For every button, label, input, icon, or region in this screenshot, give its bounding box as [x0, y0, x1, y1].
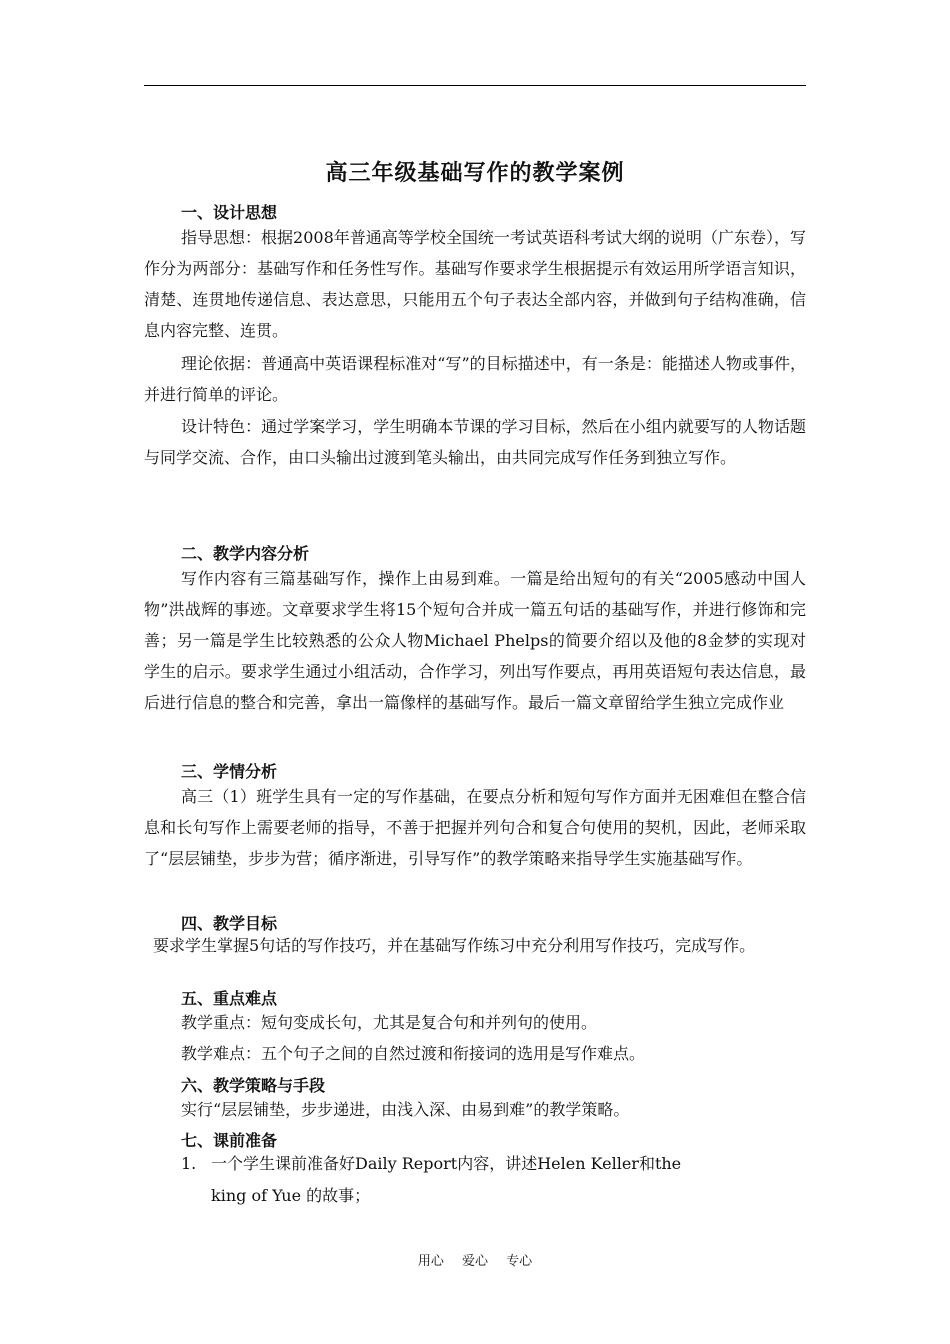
document-title: 高三年级基础写作的教学案例 [325, 161, 625, 186]
paragraph-strategy: 实行“层层铺垫，步步递进，由浅入深、由易到难”的教学策略。 [181, 1100, 630, 1119]
paragraph-design-feature: 设计特色：通过学案学习，学生明确本节课的学习目标，然后在小组内就要写的人物话题与同学交流、合作，由口头输出过渡到笔头输出，由共同完成写作任务到独立写作。 [144, 417, 806, 467]
section-heading-student-analysis: 三、学情分析 [181, 762, 278, 781]
paragraph-guiding-idea: 指导思想：根据2008年普通高等学校全国统一考试英语科考试大纲的说明（广东卷），写作分为两部分：基础写作和任务性写作。基础写作要求学生根据提示有效运用所学语言知识，清楚、连贯地传递信息、表达意思，只能用五个句子表达全部内容，并做到句子结构准确，信息内容完整、连贯。 [144, 228, 806, 340]
section-heading-objectives: 四、教学目标 [181, 914, 278, 933]
section-heading-content-analysis: 二、教学内容分析 [181, 544, 310, 563]
preparation-list [181, 1148, 806, 1212]
list-item [181, 1148, 806, 1180]
section-heading-design: 一、设计思想 [181, 203, 278, 222]
section-heading-preparation: 七、课前准备 [181, 1131, 278, 1150]
paragraph-student-analysis: 高三（1）班学生具有一定的写作基础，在要点分析和短句写作方面并无困难但在整合信息和长句写作上需要老师的指导，不善于把握并列句合和复合句使用的契机，因此，老师采取了“层层铺垫，步步为营；循序渐进，引导写作”的教学策略来指导学生实施基础写作。 [144, 787, 806, 868]
list-item-number: 1. [181, 1154, 197, 1173]
section-heading-key-points: 五、重点难点 [181, 989, 278, 1008]
list-item-line1: 一个学生课前准备好Daily Report内容，讲述Helen Keller和the [211, 1154, 682, 1173]
page-footer: 用心 爱心 专心 [417, 1254, 533, 1269]
paragraph-difficult-point: 教学难点：五个句子之间的自然过渡和衔接词的选用是写作难点。 [181, 1044, 646, 1063]
paragraph-objectives: 要求学生掌握5句话的写作技巧，并在基础写作练习中充分利用写作技巧，完成写作。 [153, 936, 756, 955]
header-rule [144, 85, 806, 86]
paragraph-theory-basis: 理论依据：普通高中英语课程标准对“写”的目标描述中，有一条是：能描述人物或事件，并进行简单的评论。 [144, 354, 806, 404]
list-item-line2: king of Yue 的故事； [211, 1186, 371, 1205]
section-heading-strategy: 六、教学策略与手段 [181, 1076, 326, 1095]
paragraph-key-point: 教学重点：短句变成长句，尤其是复合句和并列句的使用。 [181, 1013, 598, 1032]
paragraph-content-analysis: 写作内容有三篇基础写作，操作上由易到难。一篇是给出短句的有关“2005感动中国人物”洪战辉的事迹。文章要求学生将15个短句合并成一篇五句话的基础写作，并进行修饰和完善；另一篇是学生比较熟悉的公众人物Michael Phelps的简要介绍以及他的8金梦的实现对学生的启示。要求学生通过小组活动，合作学习，列出写作要点，再用英语短句表达信息，最后进行信息的整合和完善，拿出一篇像样的基础写作。最后一篇文章留给学生独立完成作业 [144, 569, 806, 712]
